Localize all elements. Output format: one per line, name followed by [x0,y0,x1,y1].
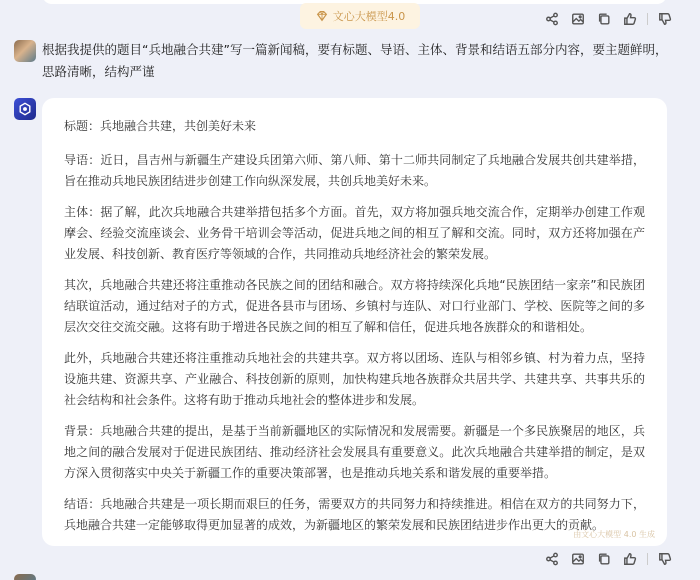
share-icon[interactable] [543,10,561,28]
image-icon[interactable] [569,10,587,28]
answer-title: 标题：兵地融合共建，共创美好未来 [64,119,257,133]
action-divider [647,13,648,25]
answer-body-1: 主体：据了解，此次兵地融合共建举措包括多个方面。首先，双方将加强兵地交流合作，定期举办创建工作观摩会、经验交流座谈会、业务骨干培训会等活动，促进兵地之间的相互了解和交流。同时，双方还将加强在产业发展、科技创新、教育医疗等领域的合作，共同推动兵地经济社会的繁荣发展。 [64,205,645,261]
diamond-icon [315,9,329,23]
answer-body-2: 其次，兵地融合共建还将注重推动各民族之间的团结和融合。双方将持续深化兵地“民族团结一家亲”和民族团结联谊活动，通过结对子的方式，促进各县市与团场、乡镇村与连队、对口行业部门、学校、医院等之间的多层次交往交流交融。这将有助于增进各民族之间的相互了解和信任，促进兵地各族群众的和谐相处。 [64,278,645,334]
thumbs-up-icon[interactable] [621,10,639,28]
answer-lead: 导语：近日，昌吉州与新疆生产建设兵团第六师、第八师、第十二师共同制定了兵地融合发展共创共建举措，旨在推动兵地民族团结进步创建工作向纵深发展，共创兵地美好未来。 [64,153,645,188]
user-message: 根据我提供的题目“兵地融合共建”写一篇新闻稿，要有标题、导语、主体、背景和结语五部分内容，要主题鲜明，思路清晰，结构严谨 [42,42,668,79]
image-icon[interactable] [569,550,587,568]
user-avatar [14,40,36,62]
thumbs-down-icon[interactable] [656,550,674,568]
copy-icon[interactable] [595,550,613,568]
thumbs-down-icon[interactable] [656,10,674,28]
next-user-avatar [14,574,36,580]
answer-background: 背景：兵地融合共建的提出，是基于当前新疆地区的实际情况和发展需要。新疆是一个多民族聚居的地区，兵地之间的融合发展对于促进民族团结、推动经济社会发展具有重要意义。此次兵地融合共建举措的制定，是双方深入贯彻落实中央关于新疆工作的重要决策部署，也是推动兵地关系和谐发展的重要举措。 [64,424,645,480]
model-badge[interactable] [300,3,420,29]
top-action-bar [543,10,674,28]
thumbs-up-icon[interactable] [621,550,639,568]
generated-by-watermark: 由文心大模型 4.0 生成 [573,530,655,539]
answer-card [42,98,667,546]
model-badge-label: 文心大模型4.0 [332,10,406,23]
bot-avatar [14,98,36,120]
share-icon[interactable] [543,550,561,568]
answer-body-3: 此外，兵地融合共建还将注重推动兵地社会的共建共享。双方将以团场、连队与相邻乡镇、村为着力点，坚持设施共建、资源共享、产业融合、科技创新的原则，加快构建兵地各族群众共居共学、共建共享、共事共乐的社会结构和社会条件。这将有助于推动兵地社会的整体进步和发展。 [64,351,645,407]
copy-icon[interactable] [595,10,613,28]
action-divider [647,553,648,565]
bottom-action-bar [543,550,674,568]
bot-logo-icon [18,102,32,116]
answer-conclusion: 结语：兵地融合共建是一项长期而艰巨的任务，需要双方的共同努力和持续推进。相信在双方的共同努力下，兵地融合共建一定能够取得更加显著的成效，为新疆地区的繁荣发展和民族团结进步作出更大的贡献。 [64,497,645,532]
